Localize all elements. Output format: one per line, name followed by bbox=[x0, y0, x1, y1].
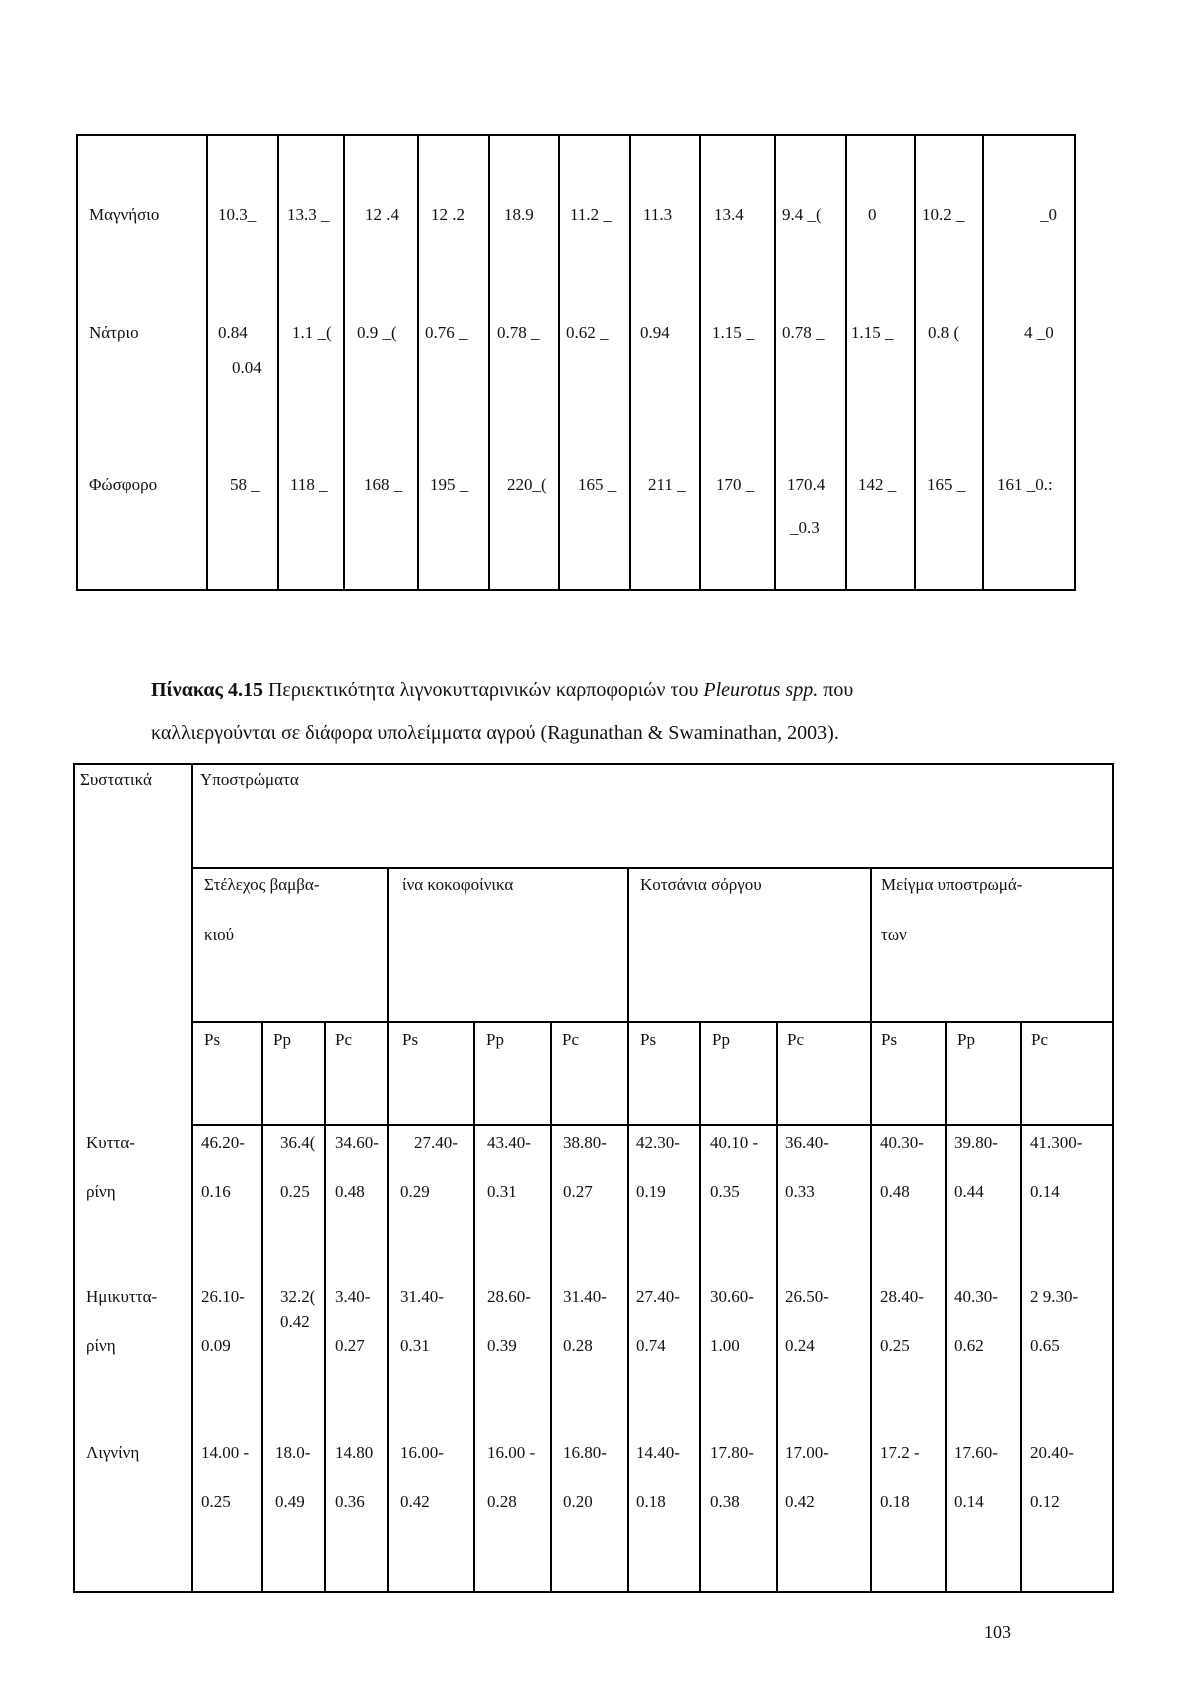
cell: 18.9 bbox=[504, 205, 534, 224]
species-header: Pp bbox=[273, 1030, 291, 1049]
page-number: 103 bbox=[984, 1622, 1011, 1642]
cell: 1.00 bbox=[710, 1336, 740, 1355]
cell: 40.30- bbox=[880, 1133, 924, 1152]
cell: 0 bbox=[868, 205, 877, 224]
cell: 13.3 _ bbox=[287, 205, 330, 224]
cell: 32.2( bbox=[280, 1287, 316, 1306]
cell: 0.38 bbox=[710, 1492, 740, 1511]
species-header: Ps bbox=[402, 1030, 419, 1049]
cell: 0.28 bbox=[487, 1492, 517, 1511]
cell: 26.10- bbox=[201, 1287, 245, 1306]
species-header: Pc bbox=[1031, 1030, 1048, 1049]
cell: 27.40- bbox=[414, 1133, 458, 1152]
caption-text: Περιεκτικότητα λιγνοκυτταρινικών καρποφοριών του bbox=[267, 679, 699, 701]
row-label-hemicellulose: ρίνη bbox=[86, 1336, 116, 1355]
cell: 0.12 bbox=[1030, 1492, 1060, 1511]
cell: 26.50- bbox=[785, 1287, 829, 1306]
row-label-cellulose: ρίνη bbox=[86, 1182, 116, 1201]
row-label-cellulose: Κυττα- bbox=[86, 1133, 135, 1152]
cell: 14.80 bbox=[335, 1443, 374, 1462]
cell: 41.300- bbox=[1030, 1133, 1083, 1152]
cell: 3.40- bbox=[335, 1287, 371, 1306]
cell: 13.4 bbox=[714, 205, 744, 224]
cell: 17.00- bbox=[785, 1443, 829, 1462]
cell: 118 _ bbox=[290, 475, 328, 494]
cell: _0.3 bbox=[790, 518, 820, 537]
cell: 0.9 _( bbox=[357, 323, 397, 342]
cell: 46.20- bbox=[201, 1133, 245, 1152]
species-header: Pp bbox=[957, 1030, 975, 1049]
cell: 20.40- bbox=[1030, 1443, 1074, 1462]
cell: 0.78 _ bbox=[782, 323, 825, 342]
column-header-substrates: Υποστρώματα bbox=[200, 770, 299, 789]
cell: 12 .2 bbox=[431, 205, 465, 224]
cell: 0.78 _ bbox=[497, 323, 540, 342]
species-header: Pc bbox=[562, 1030, 579, 1049]
cell: 58 _ bbox=[230, 475, 260, 494]
cell: 28.60- bbox=[487, 1287, 531, 1306]
cell: 0.14 bbox=[954, 1492, 984, 1511]
column-header-components: Συστατικά bbox=[80, 770, 152, 789]
cell: 2 9.30- bbox=[1030, 1287, 1079, 1306]
cell: 0.74 bbox=[636, 1336, 666, 1355]
cell: 0.24 bbox=[785, 1336, 815, 1355]
cell: 0.48 bbox=[880, 1182, 910, 1201]
cell: 34.60- bbox=[335, 1133, 379, 1152]
cell: 17.80- bbox=[710, 1443, 754, 1462]
cell: 31.40- bbox=[563, 1287, 607, 1306]
cell: _0 bbox=[1040, 205, 1057, 224]
cell: 0.84 bbox=[218, 323, 248, 342]
cell: 0.25 bbox=[201, 1492, 231, 1511]
cell: 0.28 bbox=[563, 1336, 593, 1355]
cell: 0.62 _ bbox=[566, 323, 609, 342]
substrate-header: ίνα κοκοφοίνικα bbox=[402, 875, 514, 894]
cell: 4 _0 bbox=[1024, 323, 1054, 342]
cell: 27.40- bbox=[636, 1287, 680, 1306]
species-header: Pc bbox=[335, 1030, 352, 1049]
row-label-magnesium: Μαγνήσιο bbox=[89, 205, 160, 224]
cell: 10.2 _ bbox=[922, 205, 965, 224]
cell: 0.04 bbox=[232, 358, 262, 377]
cell: 142 _ bbox=[858, 475, 897, 494]
cell: 31.40- bbox=[400, 1287, 444, 1306]
cell: 0.33 bbox=[785, 1182, 815, 1201]
caption-text: που bbox=[823, 679, 854, 701]
cell: 0.35 bbox=[710, 1182, 740, 1201]
cell: 0.42 bbox=[785, 1492, 815, 1511]
cell: 0.14 bbox=[1030, 1182, 1060, 1201]
cell: 0.09 bbox=[201, 1336, 231, 1355]
cell: 42.30- bbox=[636, 1133, 680, 1152]
cell: 220_( bbox=[507, 475, 547, 494]
cell: 161 _0.: bbox=[997, 475, 1053, 494]
cell: 14.00 - bbox=[201, 1443, 250, 1462]
cell: 11.3 bbox=[643, 205, 673, 224]
cell: 0.48 bbox=[335, 1182, 365, 1201]
row-label-phosphorus: Φώσφορο bbox=[89, 475, 158, 494]
substrate-header: Κοτσάνια σόργου bbox=[640, 875, 762, 894]
cell: 165 _ bbox=[927, 475, 966, 494]
cell: 0.19 bbox=[636, 1182, 666, 1201]
species-header: Pc bbox=[787, 1030, 804, 1049]
cell: 0.16 bbox=[201, 1182, 231, 1201]
cell: 11.2 _ bbox=[570, 205, 612, 224]
cell: 30.60- bbox=[710, 1287, 754, 1306]
cell: 16.00- bbox=[400, 1443, 444, 1462]
row-label-lignin: Λιγνίνη bbox=[86, 1443, 140, 1462]
cell: 0.8 ( bbox=[928, 323, 960, 342]
cell: 0.42 bbox=[400, 1492, 430, 1511]
cell: 0.18 bbox=[880, 1492, 910, 1511]
cell: 36.4( bbox=[280, 1133, 316, 1152]
cell: 170 _ bbox=[716, 475, 755, 494]
row-label-sodium: Νάτριο bbox=[89, 323, 139, 342]
species-header: Ps bbox=[640, 1030, 657, 1049]
cell: 0.18 bbox=[636, 1492, 666, 1511]
cell: 0.94 bbox=[640, 323, 670, 342]
cell: 0.36 bbox=[335, 1492, 365, 1511]
cell: 17.2 - bbox=[880, 1443, 920, 1462]
cell: 0.27 bbox=[335, 1336, 365, 1355]
cell: 16.80- bbox=[563, 1443, 607, 1462]
cell: 36.40- bbox=[785, 1133, 829, 1152]
species-header: Pp bbox=[486, 1030, 504, 1049]
substrate-header: Στέλεχος βαμβα- bbox=[204, 875, 320, 894]
species-header: Pp bbox=[712, 1030, 730, 1049]
cell: 12 .4 bbox=[365, 205, 399, 224]
cell: 0.65 bbox=[1030, 1336, 1060, 1355]
cell: 0.25 bbox=[880, 1336, 910, 1355]
caption-number: 4.15 bbox=[227, 679, 263, 701]
cell: 1.1 _( bbox=[292, 323, 332, 342]
cell: 40.30- bbox=[954, 1287, 998, 1306]
cell: 0.62 bbox=[954, 1336, 984, 1355]
cell: 0.49 bbox=[275, 1492, 305, 1511]
cell: 0.20 bbox=[563, 1492, 593, 1511]
cell: 0.27 bbox=[563, 1182, 593, 1201]
cell: 1.15 _ bbox=[851, 323, 894, 342]
cell: 16.00 - bbox=[487, 1443, 536, 1462]
cell: 211 _ bbox=[648, 475, 686, 494]
cell: 0.31 bbox=[400, 1336, 430, 1355]
table-caption-line-2: καλλιεργούνται σε διάφορα υπολείμματα αγρού (Ragunathan & Swaminathan, 2003). bbox=[151, 722, 839, 744]
cell: 39.80- bbox=[954, 1133, 998, 1152]
cell: 165 _ bbox=[578, 475, 617, 494]
cell: 28.40- bbox=[880, 1287, 924, 1306]
cell: 38.80- bbox=[563, 1133, 607, 1152]
caption-label: Πίνακας bbox=[151, 679, 223, 701]
cell: 170.4 bbox=[787, 475, 826, 494]
cell: 0.39 bbox=[487, 1336, 517, 1355]
cell: 195 _ bbox=[430, 475, 469, 494]
cell: 9.4 _( bbox=[782, 205, 822, 224]
cell: 43.40- bbox=[487, 1133, 531, 1152]
cell: 0.31 bbox=[487, 1182, 517, 1201]
cell: 17.60- bbox=[954, 1443, 998, 1462]
cell: 0.25 bbox=[280, 1182, 310, 1201]
species-header: Ps bbox=[204, 1030, 221, 1049]
substrate-header: των bbox=[881, 925, 907, 944]
cell: 40.10 - bbox=[710, 1133, 759, 1152]
cell: 0.29 bbox=[400, 1182, 430, 1201]
row-label-hemicellulose: Ημικυττα- bbox=[86, 1287, 158, 1306]
cell: 18.0- bbox=[275, 1443, 311, 1462]
substrate-header: Μείγμα υποστρωμά- bbox=[881, 875, 1023, 894]
cell: 168 _ bbox=[364, 475, 403, 494]
cell: 10.3_ bbox=[218, 205, 257, 224]
caption-species: Pleurotus spp. bbox=[703, 679, 819, 701]
cell: 0.42 bbox=[280, 1312, 310, 1331]
cell: 14.40- bbox=[636, 1443, 680, 1462]
cell: 0.76 _ bbox=[425, 323, 468, 342]
cell: 0.44 bbox=[954, 1182, 984, 1201]
species-header: Ps bbox=[881, 1030, 898, 1049]
cell: 1.15 _ bbox=[712, 323, 755, 342]
substrate-header: κιού bbox=[204, 925, 235, 944]
